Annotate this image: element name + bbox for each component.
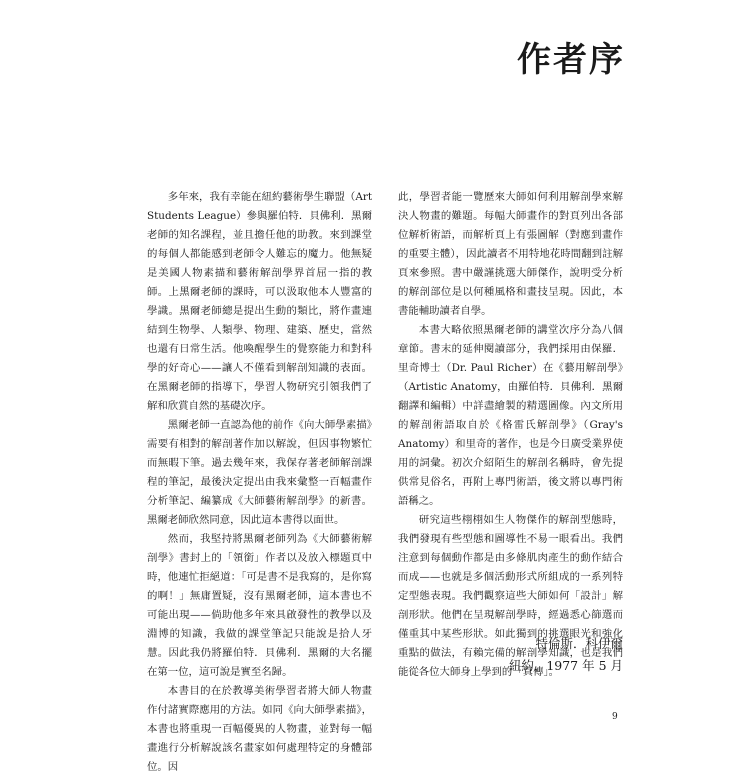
paragraph-continued: 此，學習者能一覽歷來大師如何利用解剖學來解決人物畫的難題。每幅大師畫作的對頁列出各部位解析術語，而解析頁上有張圖解（對應到畫作的重要主體），因此讀者不用特地花時間翻到註解頁來參照。書中嚴謹挑選大師傑作，說明受分析的解剖部位是以何種風格和畫技呈現。因此，本書能輔助讀者自學。 (398, 191, 623, 317)
text-column-right (398, 188, 623, 682)
paragraph: 多年來，我有幸能在紐約藝術學生聯盟（Art Students League）參與羅伯特．貝佛利．黑爾老師的知名課程，並且擔任他的助教。來到課堂的每個人都能感到老師令人難忘的魔力。他無疑是美國人物素描和藝術解剖學界首屈一指的教師。上黑爾老師的課時，可以汲取他本人豐富的學識。黑爾老師總是提出生動的類比，將作畫連結到生物學、人類學、物理、建築、歷史，當然也還有日常生活。他喚醒學生的覺察能力和對科學的好奇心——讓人不僅看到解剖知識的表面。在黑爾老師的指導下，學習人物研究引領我們了解和欣賞自然的基礎次序。 (147, 191, 372, 412)
paragraph: 黑爾老師一直認為他的前作《向大師學素描》需要有相對的解剖著作加以解說，但因事物繁忙而無暇下筆。過去幾年來，我保存著老師解剖課程的筆記，最後決定提出由我來彙整一百幅畫作分析筆記、編纂成《大師藝術解剖學》的新書。黑爾老師欣然同意，因此這本書得以面世。 (147, 419, 372, 526)
text-column-left (147, 188, 372, 777)
paragraph: 然而，我堅持將黑爾老師列為《大師藝術解剖學》書封上的「領銜」作者以及放入標題頁中時，他連忙拒絕道：「可是書不是我寫的，是你寫的啊！」無庸置疑，沒有黑爾老師，這本書也不可能出現——倘助他多年來具啟發性的教學以及淵博的知識，我做的課堂筆記只能說是拾人牙慧。因此我仍將羅伯特．貝佛利．黑爾的大名擺在第一位，這可說是實至名歸。 (147, 533, 372, 678)
page-number: 9 (612, 712, 618, 722)
place-date: 紐約，1977 年 5 月 (508, 658, 623, 673)
paragraph: 本書目的在於教導美術學習者將大師人物畫作付諸實際應用的方法。如同《向大師學素描》，本書也將重現一百幅優異的人物畫，並對每一幅畫進行分析解說該名畫家如何處理特定的身體部位。因 (147, 685, 372, 773)
author-signature (398, 633, 623, 677)
paragraph: 研究這些栩栩如生人物傑作的解剖型態時，我們發現有些型態和圖導性不易一眼看出。我們注意到每個動作都是由多條肌肉產生的動作結合而成——也就是多個活動形式所組成的一系列特定型態表現。我們觀察這些大師如何「設計」解剖形狀。他們在呈現解剖學時，經過悉心篩選而僅重其中某些形狀。如此獨到的挑選眼光和強化重點的做法，有賴完備的解剖學知識，也是我們能從各位大師身上學到的「真傳」。 (398, 514, 623, 678)
author-name: 特倫斯．科伊爾 (535, 636, 623, 651)
page-title: 作者序 (517, 40, 625, 80)
paragraph: 本書大略依照黑爾老師的講堂次序分為八個章節。書末的延伸閱讀部分，我們採用由保羅．里奇博士（Dr. Paul Richer）在《藝用解剖學》（Artistic Anatomy，由羅伯特．貝佛利．黑爾翻譯和編輯）中詳盡繪製的精選圖像。內文所用的解剖術語取自於《格雷氏解剖學》（Gray's Anatomy）和里奇的著作，也是今日廣受業界使用的詞彙。初次介紹陌生的解剖名稱時，會先提供常見俗名，再附上專門術語，後文將以專門術語稱之。 (398, 324, 623, 507)
